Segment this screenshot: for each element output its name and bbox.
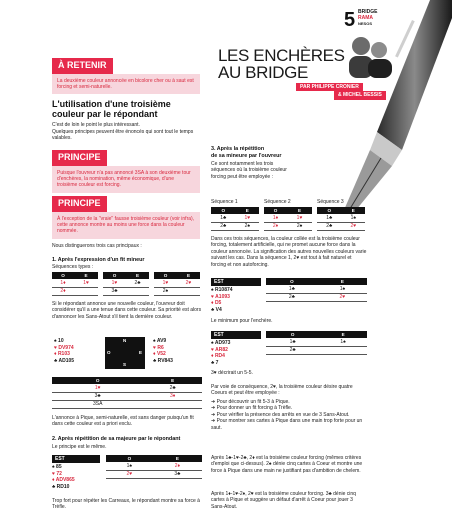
case2-subtitle: Le principe est le même. [52,444,107,450]
case3-sequence-table-3: O E 1♣ 1♠ 2♣ 2♥ [317,207,365,231]
case1-west-hand: ♠ 10 ♥ DV974 ♦ R103 ♣ AD105 [54,338,75,364]
case3-bidding-table-1: O E 1♣ 1♠ 2♣ 2♥ [266,278,367,302]
retenir-label: À RETENIR [52,58,113,74]
intro-paragraph-1: C'est de loin le point le plus intéressant. [52,122,140,128]
case3-sequence-label-3: Séquence 3 [317,199,344,205]
bullet-item: ➜ Pour découvrir un fit 5-3 à Pique. [211,399,290,405]
case1-sequence-table-3: O E 1♥ 2♥ 2♠ [154,272,200,296]
case3-bullets [211,399,367,431]
section-title: L'utilisation d'une troisième couleur par le répondant [52,99,171,119]
authors-photo [346,30,392,78]
case1-sequence-table-2: O E 1♥ 2♣ 3♣ [103,272,149,296]
case1-text-2: L'annonce à Pique, semi-naturelle, est sans danger puisqu'un fit dans cette couleur est a priori exclu. [52,415,194,428]
case3-text: Ce sont notamment les trois séquences où la troisième couleur forcing peut être employée : [211,161,287,180]
cases-intro: Nous distinguerons trois cas principaux : [52,243,142,249]
case3-text-7: Après 1♦-1♥-2♦, 2♥ est la troisième couleur forcing. 3♣ dénie cinq cartes à Pique et suggère un défaut d'arrêt à Coeur pour jouer 3 Sans-Atout. [211,491,356,510]
case2-text: Trop fort pour répéter les Carreaux, le répondant montre sa force à Trèfle. [52,498,200,511]
case3-sequence-table-1: O E 1♣ 1♥ 2♣ 2♠ [211,207,259,231]
case1-sequence-table-1: O E 1♦ 1♥ 2♦ [52,272,98,296]
case1-bidding-table: O E 1♥ 2♣ 3♣ 3♦ 3SA [52,377,202,409]
case3-text-5: Par voie de conséquence, 2♥, la troisième couleur désire quatre Coeurs et peut être employée : [211,384,353,397]
principe-box-1 [52,150,200,193]
case3-title: 3. Après la répétition de sa mineure par l'ouvreur [211,146,282,159]
case1-east-hand: ♠ AV9 ♥ R6 ♦ V52 ♣ RV843 [153,338,173,364]
case3-bidding-table-2: O E 1♣ 1♠ 2♣ [266,331,367,355]
principe-box-2 [52,196,200,239]
case3-hand-2: EST ♠ AD973 ♥ AR82 ♦ RD4 ♣ 7 [211,331,261,366]
case3-text-6: Après 1♣-1♥-2♣, 2♦ est la troisième couleur forcing (mêmes critères d'emploi que ci-dessus). 2♠ dénie cinq cartes à Coeur et montre une force à Pique dans une main ne justifiant pas d'ambition de chelem. [211,455,363,474]
case3-text-4: 3♥ décrirait un 5-5. [211,370,253,376]
compass-box: N O E S [105,337,145,369]
case1-title: 1. Après l'expression d'un fit mineur [52,257,145,263]
principe-label-1: PRINCIPE [52,150,107,166]
principe-text-1: Puisque l'ouvreur n'a pas annoncé 3SA à son deuxième tour d'enchères, la nomination, même économique, d'une troisième couleur est forcing. [52,166,200,193]
case3-text-3: Le minimum pour l'enchère. [211,318,273,324]
principe-text-2: À l'exception de la "vraie" fausse troisième couleur (voir infra), cette annonce montre au moins une force dans la couleur nommée. [52,212,200,239]
page-title: LES ENCHÈRES AU BRIDGE [218,46,345,82]
case1-subtitle: Séquences types : [52,264,94,270]
case3-sequence-label-2: Séquence 2 [264,199,291,205]
case2-hand: EST ♠ 85 ♥ 72 ♦ ADV865 ♣ RD10 [52,455,100,490]
intro-paragraph-2: Quelques principes peuvent être énoncés qui sont tout le temps valables. [52,129,194,142]
principe-label-2: PRINCIPE [52,196,107,212]
bullet-item: ➜ Pour vérifier la présence des arrêts en vue de 3 Sans-Atout. [211,411,350,418]
case3-hand-1: EST ♠ R10874 ♥ A1093 ♦ D5 ♣ V4 [211,278,261,313]
case3-text-2: Dans ces trois séquences, la couleur collée est la troisième couleur forcing, totalement artificielle, qui ne promet aucune force dans la couleur annoncée. La signification des autres nouvelles couleurs varie suivant les cas. Dans la séquence 1, 2♥ est tout à fait naturel et forcing et non autoforcing. [211,236,367,268]
brand-logo: BRIDGE RAMA NESOS [358,9,378,26]
case2-title: 2. Après répétition de sa majeure par le répondant [52,436,181,442]
case3-sequence-label-1: Séquence 1 [211,199,238,205]
case1-text: Si le répondant annonce une nouvelle couleur, l'ouvreur doit considérer qu'il a une tenue dans cette couleur. Sa priorité est alors d'annoncer les Sans-Atout s'il tient la dernière couleur. [52,301,202,320]
bullet-item: ➜ Pour montrer ses cartes à Pique dans une main trop forte pour un saut. [211,418,363,431]
case3-sequence-table-2: O E 1♦ 1♥ 2♦ 2♠ [264,207,312,231]
retenir-box [52,58,200,94]
case2-bidding-table: O E 1♠ 2♦ 2♥ 3♣ [106,455,202,479]
authors-banner: PAR PHILIPPE CRONIER & MICHEL BESSIS [296,83,386,100]
bullet-item: ➜ Pour donner un fit forcing à Trèfle. [211,405,293,412]
issue-number: 5 [344,9,356,31]
retenir-text: La deuxième couleur annoncée en bicolore cher ou à saut est forcing et semi-naturelle. [52,74,200,95]
